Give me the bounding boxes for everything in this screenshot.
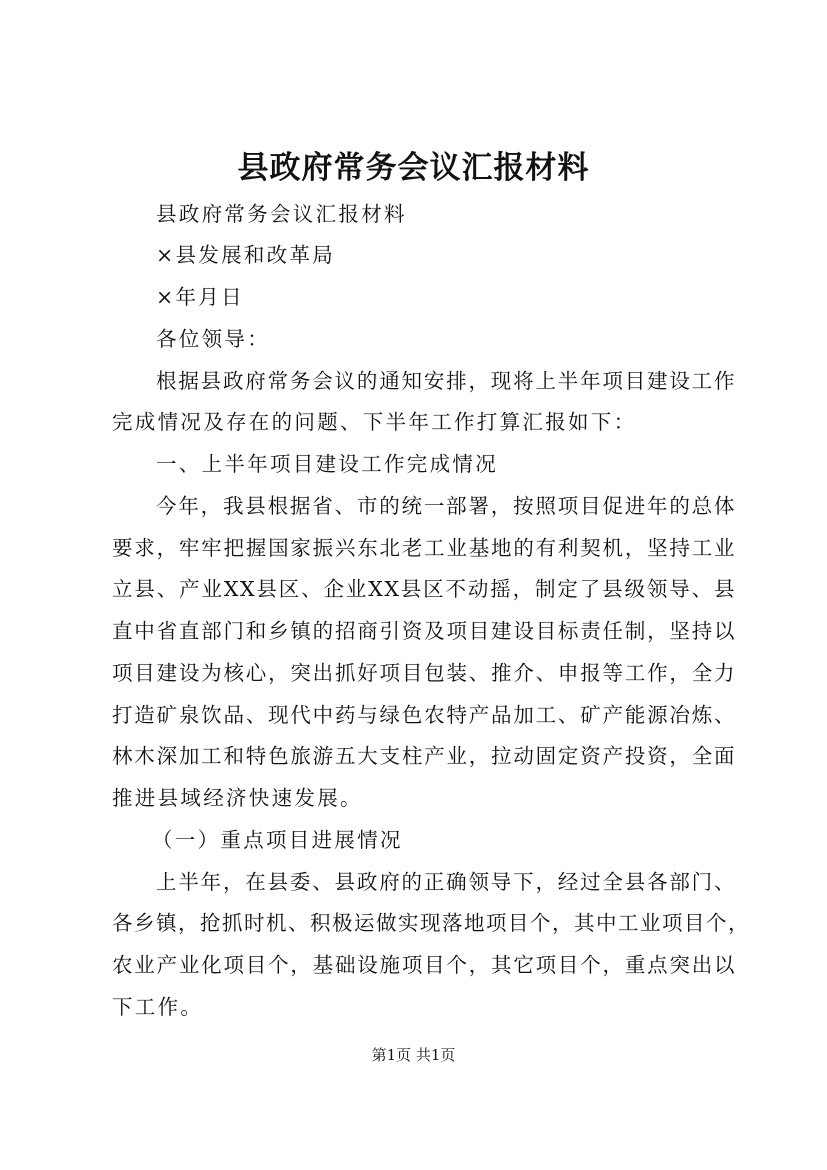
paragraph-line: 下工作。 — [112, 995, 204, 1019]
paragraph-line: 要求，牢牢把握国家振兴东北老工业基地的有利契机，坚持工业 — [112, 536, 736, 560]
paragraph-line: 上半年，在县委、县政府的正确领导下，经过全县各部门、 — [156, 870, 736, 894]
date-line: ×年月日 — [156, 285, 244, 309]
paragraph-line: 今年，我县根据省、市的统一部署，按照项目促进年的总体 — [156, 494, 736, 518]
paragraph-line: 根据县政府常务会议的通知安排，现将上半年项目建设工作 — [156, 369, 736, 393]
salutation-line: 各位领导： — [156, 327, 270, 351]
document-title: 县政府常务会议汇报材料 — [237, 150, 590, 186]
page-number-footer: 第1页 共1页 — [371, 1046, 456, 1064]
paragraph-line: 推进县域经济快速发展。 — [112, 786, 363, 810]
paragraph-line: 林木深加工和特色旅游五大支柱产业，拉动固定资产投资，全面 — [112, 744, 736, 768]
paragraph-line: 立县、产业XX县区、企业XX县区不动摇，制定了县级领导、县 — [112, 577, 736, 601]
subtitle-line: 县政府常务会议汇报材料 — [156, 202, 407, 226]
paragraph-line: 项目建设为核心，突出抓好项目包装、推介、申报等工作，全力 — [112, 661, 736, 685]
section-heading: 一、上半年项目建设工作完成情况 — [156, 452, 498, 476]
paragraph-line: 完成情况及存在的问题、下半年工作打算汇报如下： — [112, 410, 637, 434]
paragraph-line: 打造矿泉饮品、现代中药与绿色农特产品加工、矿产能源冶炼、 — [112, 703, 736, 727]
paragraph-line: 直中省直部门和乡镇的招商引资及项目建设目标责任制，坚持以 — [112, 619, 736, 643]
subsection-heading: （一）重点项目进展情况 — [152, 828, 403, 852]
paragraph-line: 各乡镇，抢抓时机、积极运做实现落地项目个，其中工业项目个， — [112, 911, 750, 935]
department-line: ×县发展和改革局 — [156, 243, 336, 267]
paragraph-line: 农业产业化项目个，基础设施项目个，其它项目个，重点突出以 — [112, 953, 736, 977]
